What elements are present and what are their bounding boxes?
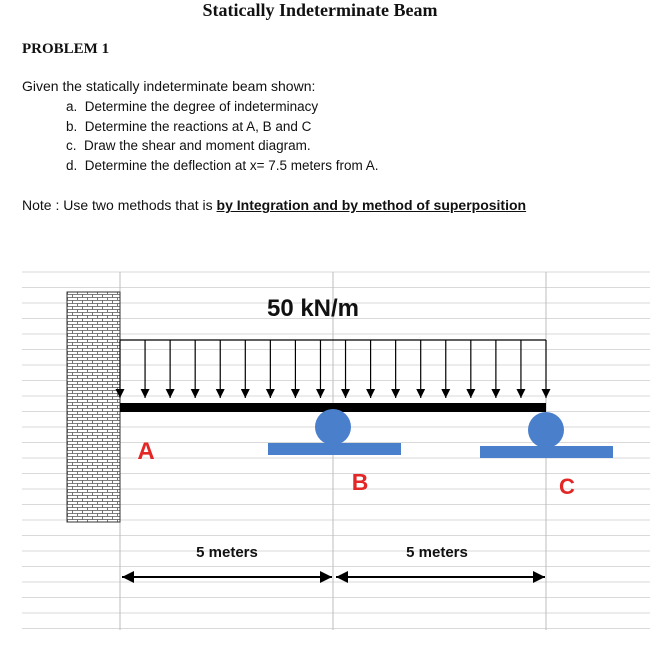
task-item-c: c. Draw the shear and moment diagram.	[66, 138, 311, 153]
task-item-b: b. Determine the reactions at A, B and C	[66, 118, 312, 134]
distributed-load-label: 50 kN/m	[266, 295, 360, 322]
task-item-d: d. Determine the deflection at x= 7.5 meters from A.	[66, 157, 379, 173]
problem-intro: Given the statically indeterminate beam shown:	[22, 78, 316, 94]
task-item-a: a. Determine the degree of indeterminacy	[66, 99, 319, 114]
method-note	[22, 197, 526, 213]
span-label-ab: 5 meters	[196, 544, 258, 561]
page-title: Statically Indeterminate Beam	[202, 0, 438, 20]
fixed-wall-support	[67, 292, 120, 522]
task-list	[66, 97, 379, 175]
note-emphasis: by Integration and by method of superposition	[216, 197, 527, 213]
span-label-bc: 5 meters	[406, 544, 468, 561]
support-label-b: B	[351, 469, 369, 495]
roller-support-c	[528, 412, 564, 448]
beam-diagram	[0, 270, 669, 658]
roller-support-b	[315, 409, 351, 445]
note-prefix: Note : Use two methods that is	[22, 197, 217, 213]
problem-heading: PROBLEM 1	[22, 41, 110, 57]
support-label-a: A	[137, 438, 155, 465]
support-label-c: C	[559, 474, 575, 499]
